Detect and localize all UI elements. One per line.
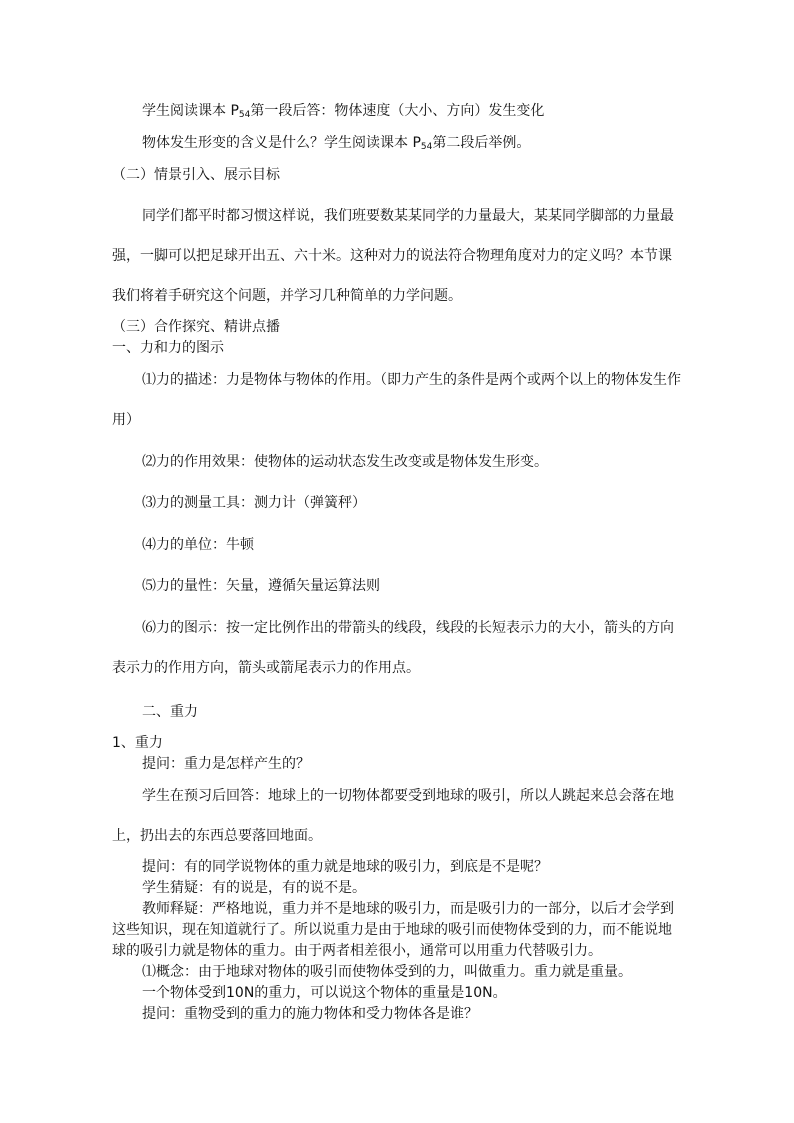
- paragraph-line: 一个物体受到10N的重力，可以说这个物体的重量是10N。: [142, 985, 507, 1001]
- paragraph-line: 提问：重力是怎样产生的？: [142, 756, 310, 772]
- paragraph-line: 强，一脚可以把足球开出五、六十米。这种对力的说法符合物理角度对力的定义吗？本节课: [112, 248, 672, 264]
- paragraph-line: 同学们都平时都习惯这样说，我们班要数某某同学的力量最大，某某同学脚部的力量最: [142, 208, 674, 224]
- paragraph-line: 物体发生形变的含义是什么？学生阅读课本 $P_{54}$第二段后举例。: [142, 135, 531, 152]
- paragraph-line: ⑸力的量性：矢量，遵循矢量运算法则: [142, 578, 380, 594]
- paragraph-line: ⑵力的作用效果：使物体的运动状态发生改变或是物体发生形变。: [142, 454, 548, 470]
- section-heading: （二）情景引入、展示目标: [112, 167, 280, 183]
- paragraph-line: 这些知识，现在知道就行了。所以说重力是由于地球的吸引而使物体受到的力，而不能说地: [112, 922, 672, 938]
- paragraph-line: ⑷力的单位：牛顿: [142, 537, 254, 553]
- paragraph-line: 我们将着手研究这个问题，并学习几种简单的力学问题。: [112, 288, 462, 304]
- paragraph-line: 提问：重物受到的重力的施力物体和受力物体各是谁？: [142, 1006, 478, 1022]
- paragraph-line: ⑶力的测量工具：测力计（弹簧秤）: [142, 495, 366, 511]
- paragraph-line: ⑴概念：由于地球对物体的吸引而使物体受到的力，叫做重力。重力就是重量。: [142, 964, 632, 980]
- paragraph-line: 表示力的作用方向，箭头或箭尾表示力的作用点。: [112, 660, 420, 676]
- section-heading: 二、重力: [142, 704, 198, 720]
- section-heading: （三）合作探究、精讲点播: [112, 319, 280, 335]
- section-heading: 一、力和力的图示: [112, 340, 224, 356]
- paragraph-line: ⑹力的图示：按一定比例作出的带箭头的线段，线段的长短表示力的大小，箭头的方向: [142, 620, 674, 636]
- paragraph-line: 学生阅读课本 $P_{54}$第一段后答：物体速度（大小、方向）发生变化: [142, 103, 545, 120]
- paragraph-line: 球的吸引力就是物体的重力。由于两者相差很小，通常可以用重力代替吸引力。: [112, 943, 602, 959]
- paragraph-line: 上，扔出去的东西总要落回地面。: [112, 828, 322, 844]
- paragraph-line: 学生在预习后回答：地球上的一切物体都要受到地球的吸引，所以人跳起来总会落在地: [142, 788, 674, 804]
- paragraph-line: ⑴力的描述：力是物体与物体的作用。（即力产生的条件是两个或两个以上的物体发生作: [142, 372, 681, 388]
- paragraph-line: 用）: [112, 412, 140, 428]
- section-heading: 1、重力: [112, 735, 163, 751]
- paragraph-line: 学生猜疑：有的说是，有的说不是。: [142, 880, 366, 896]
- paragraph-line: 提问：有的同学说物体的重力就是地球的吸引力，到底是不是呢？: [142, 859, 548, 875]
- paragraph-line: 教师释疑：严格地说，重力并不是地球的吸引力，而是吸引力的一部分，以后才会学到: [142, 901, 674, 917]
